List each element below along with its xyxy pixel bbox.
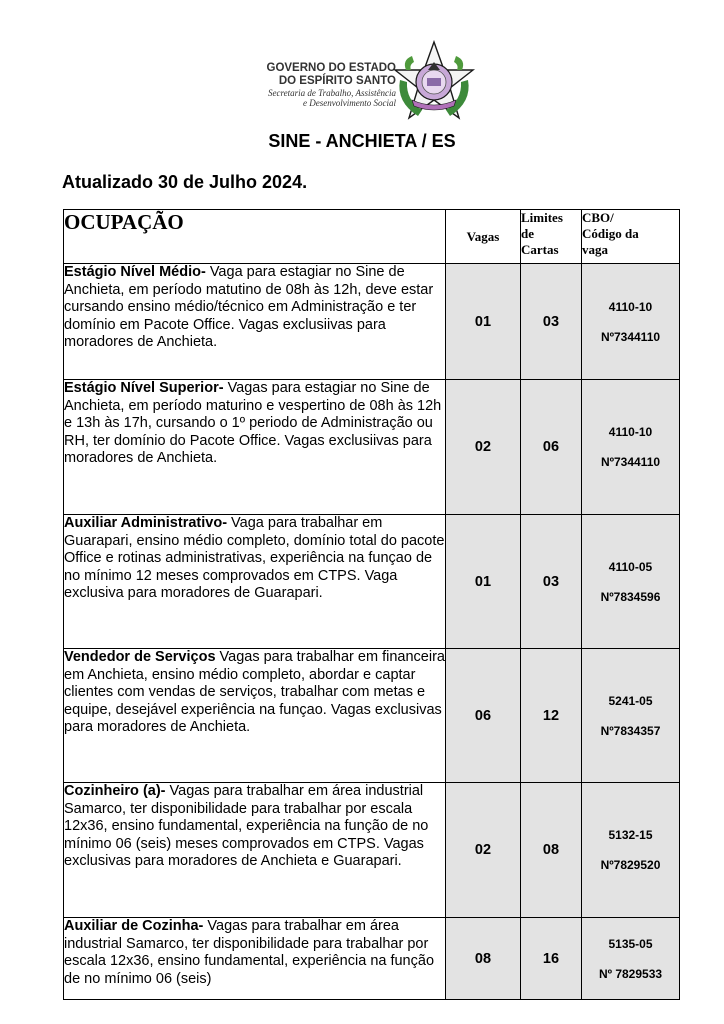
cbo-cell bbox=[582, 380, 680, 515]
limite-cell: 08 bbox=[521, 783, 582, 918]
occupation-cell bbox=[64, 783, 446, 918]
vacancy-number: Nº7834357 bbox=[600, 723, 661, 738]
header-occupation: OCUPAÇÃO bbox=[64, 210, 446, 264]
vacancy-number: Nº7344110 bbox=[600, 455, 661, 469]
vagas-cell: 01 bbox=[446, 515, 521, 649]
occupation-cell bbox=[64, 380, 446, 515]
table-row bbox=[64, 264, 680, 380]
occupation-cell bbox=[64, 264, 446, 380]
cbo-cell bbox=[582, 783, 680, 918]
occupation-description: Vagas para trabalhar em financeira em Anchieta, ensino médio completo, abordar e captar clientes com vendas de serviços, trabalhar com metas e equipe, desejável experiência na funçao. Vagas exclusivas para moradores de Anchieta. bbox=[64, 649, 445, 735]
cbo-cell bbox=[582, 918, 680, 1000]
limite-cell: 12 bbox=[521, 649, 582, 783]
occupation-title: Auxiliar de Cozinha- bbox=[64, 918, 204, 934]
occupation-title: Estágio Nível Médio- bbox=[64, 264, 206, 280]
limite-cell: 16 bbox=[521, 918, 582, 1000]
state-coat-of-arms-icon bbox=[392, 40, 476, 122]
table-row bbox=[64, 783, 680, 918]
government-line-2: DO ESPÍRITO SANTO bbox=[278, 75, 396, 87]
cbo-code: 5135-05 bbox=[608, 936, 653, 951]
vagas-cell: 08 bbox=[446, 918, 521, 1000]
limite-cell: 06 bbox=[521, 380, 582, 515]
vacancy-number: Nº7344110 bbox=[600, 329, 661, 344]
cbo-code: 4110-05 bbox=[608, 559, 653, 574]
table-row bbox=[64, 918, 680, 1000]
vagas-cell: 01 bbox=[446, 264, 521, 380]
vagas-cell: 02 bbox=[446, 783, 521, 918]
government-name-block bbox=[246, 62, 396, 108]
page-title: SINE - ANCHIETA / ES bbox=[268, 131, 456, 151]
occupation-description: Vagas para trabalhar em área industrial Samarco, ter disponibilidade para trabalhar por escala 12x36, ensino fundamental, experiência na função de no mínimo 06 (seis) bbox=[64, 918, 435, 987]
table-row bbox=[64, 649, 680, 783]
table-header-row bbox=[64, 210, 680, 264]
cbo-cell bbox=[582, 264, 680, 380]
secretaria-line-1: Secretaria de Trabalho, Assistência bbox=[268, 88, 396, 98]
cbo-cell bbox=[582, 515, 680, 649]
government-line-1: GOVERNO DO ESTADO bbox=[266, 62, 396, 74]
vagas-cell: 02 bbox=[446, 380, 521, 515]
occupation-description: Vaga para estagiar no Sine de Anchieta, em período matutino de 08h às 12h, deve estar cursando ensino médio/técnico em Administração e ter domínio em Pacote Office. Vagas exclusiivas para moradores de Anchieta. bbox=[64, 264, 434, 350]
updated-date: Atualizado 30 de Julho 2024. bbox=[62, 172, 308, 192]
header-limits-line-2: de bbox=[521, 226, 534, 241]
limite-cell: 03 bbox=[521, 264, 582, 380]
header-cbo-line-1: CBO/ bbox=[582, 210, 614, 225]
header-limits-line-3: Cartas bbox=[521, 242, 559, 257]
cbo-cell bbox=[582, 649, 680, 783]
header-limits bbox=[521, 210, 582, 264]
table-row bbox=[64, 380, 680, 515]
occupation-description: Vagas para estagiar no Sine de Anchieta, em período maturino e vespertino de 08h às 12h e 13h às 17h, cursando o 1º periodo de Administração ou RH, ter domínio do Pacote Office. Vagas exclusiivas para moradores de Anchieta. bbox=[64, 380, 442, 466]
occupation-title: Auxiliar Administrativo- bbox=[64, 515, 228, 531]
occupation-description: Vaga para trabalhar em Guarapari, ensino médio completo, domínio total do pacote Office e rotinas administrativas, experiência na funçao de no mínimo 12 meses comprovados em CTPS. Vaga exclusiva para moradores de Guarapari. bbox=[64, 515, 445, 601]
secretaria-line-2: e Desenvolvimento Social bbox=[303, 98, 396, 108]
header-limits-line-1: Limites bbox=[521, 210, 563, 225]
job-vacancies-table bbox=[63, 209, 680, 1000]
cbo-code: 5241-05 bbox=[608, 693, 653, 708]
header bbox=[246, 40, 486, 120]
limite-cell: 03 bbox=[521, 515, 582, 649]
occupation-title: Cozinheiro (a)- bbox=[64, 783, 166, 799]
vacancy-number: Nº7829520 bbox=[600, 858, 661, 872]
vacancy-number: Nº 7829533 bbox=[598, 966, 663, 981]
occupation-cell bbox=[64, 515, 446, 649]
header-cbo-line-2: Código da bbox=[582, 226, 639, 241]
table-row bbox=[64, 515, 680, 649]
occupation-description: Vagas para trabalhar em área industrial Samarco, ter disponibilidade para trabalhar por escala 12x36, ensino fundamental, experiência na função de no mínimo 06 (seis) meses comprovados em CTPS. Vagas exclusivas para moradores de Anchieta e Guarapari. bbox=[64, 783, 429, 869]
occupation-cell bbox=[64, 649, 446, 783]
cbo-code: 5132-15 bbox=[608, 828, 653, 842]
vagas-cell: 06 bbox=[446, 649, 521, 783]
cbo-code: 4110-10 bbox=[608, 425, 653, 439]
vacancy-number: Nº7834596 bbox=[600, 589, 661, 604]
header-vagas: Vagas bbox=[446, 210, 521, 264]
cbo-code: 4110-10 bbox=[608, 299, 653, 314]
header-cbo bbox=[582, 210, 680, 264]
occupation-cell bbox=[64, 918, 446, 1000]
occupation-title: Vendedor de Serviços bbox=[64, 649, 216, 665]
header-cbo-line-3: vaga bbox=[582, 242, 608, 257]
occupation-title: Estágio Nível Superior- bbox=[64, 380, 224, 396]
